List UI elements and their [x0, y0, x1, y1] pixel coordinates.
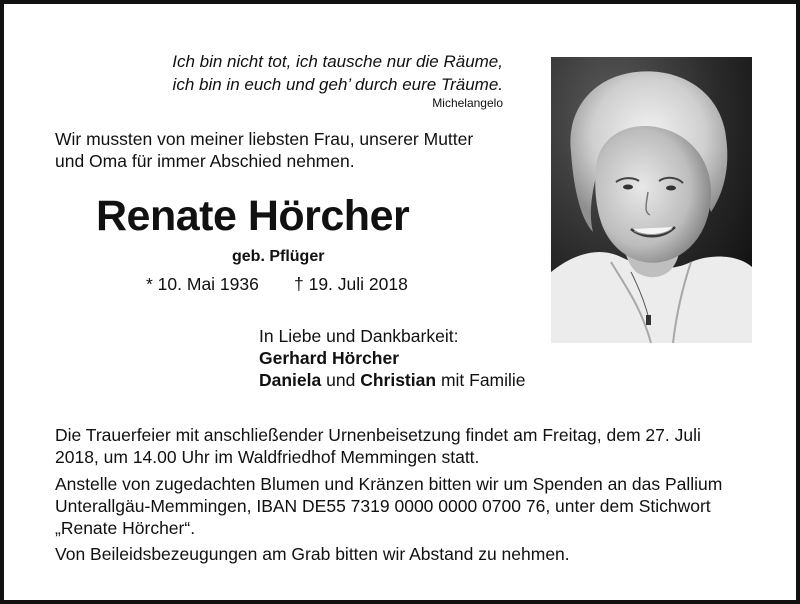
mourner-christian: Christian [360, 370, 437, 390]
donation-line-2: Unterallgäu-Memmingen, IBAN DE55 7319 0000 0000 0700 76, unter dem Stichwort [55, 496, 711, 516]
deceased-name: Renate Hörcher [96, 192, 410, 240]
quote-line-2: ich bin in euch und geh’ durch eure Träume. [172, 75, 503, 94]
funeral-line-1: Die Trauerfeier mit anschließender Urnenbeisetzung findet am Freitag, dem 27. Juli [55, 425, 701, 445]
donation-line-3: „Renate Hörcher“. [55, 518, 196, 538]
quote-line-1: Ich bin nicht tot, ich tausche nur die Räume, [172, 52, 503, 71]
mourners-and: und [326, 370, 356, 390]
mourners-intro: In Liebe und Dankbarkeit: [259, 326, 459, 346]
portrait-photo [551, 57, 752, 343]
birth-date: * 10. Mai 1936 [146, 274, 259, 294]
mourners-suffix: mit Familie [440, 370, 526, 390]
donation-line-1: Anstelle von zugedachten Blumen und Kränzen bitten wir um Spenden an das Pallium [55, 474, 723, 494]
mourner-gerhard: Gerhard Hörcher [259, 348, 400, 368]
mourner-daniela: Daniela [259, 370, 322, 390]
condolence-note: Von Beileidsbezeugungen am Grab bitten wir Abstand zu nehmen. [55, 544, 570, 564]
death-date: † 19. Juli 2018 [294, 274, 408, 294]
mourners-children [259, 370, 526, 391]
funeral-line-2: 2018, um 14.00 Uhr im Waldfriedhof Memmingen statt. [55, 447, 480, 467]
maiden-name: geb. Pflüger [232, 248, 325, 265]
portrait-photo-icon [551, 57, 752, 343]
quote-author: Michelangelo [432, 96, 503, 110]
intro-line-1: Wir mussten von meiner liebsten Frau, unserer Mutter [55, 129, 474, 149]
intro-line-2: und Oma für immer Abschied nehmen. [55, 151, 355, 171]
